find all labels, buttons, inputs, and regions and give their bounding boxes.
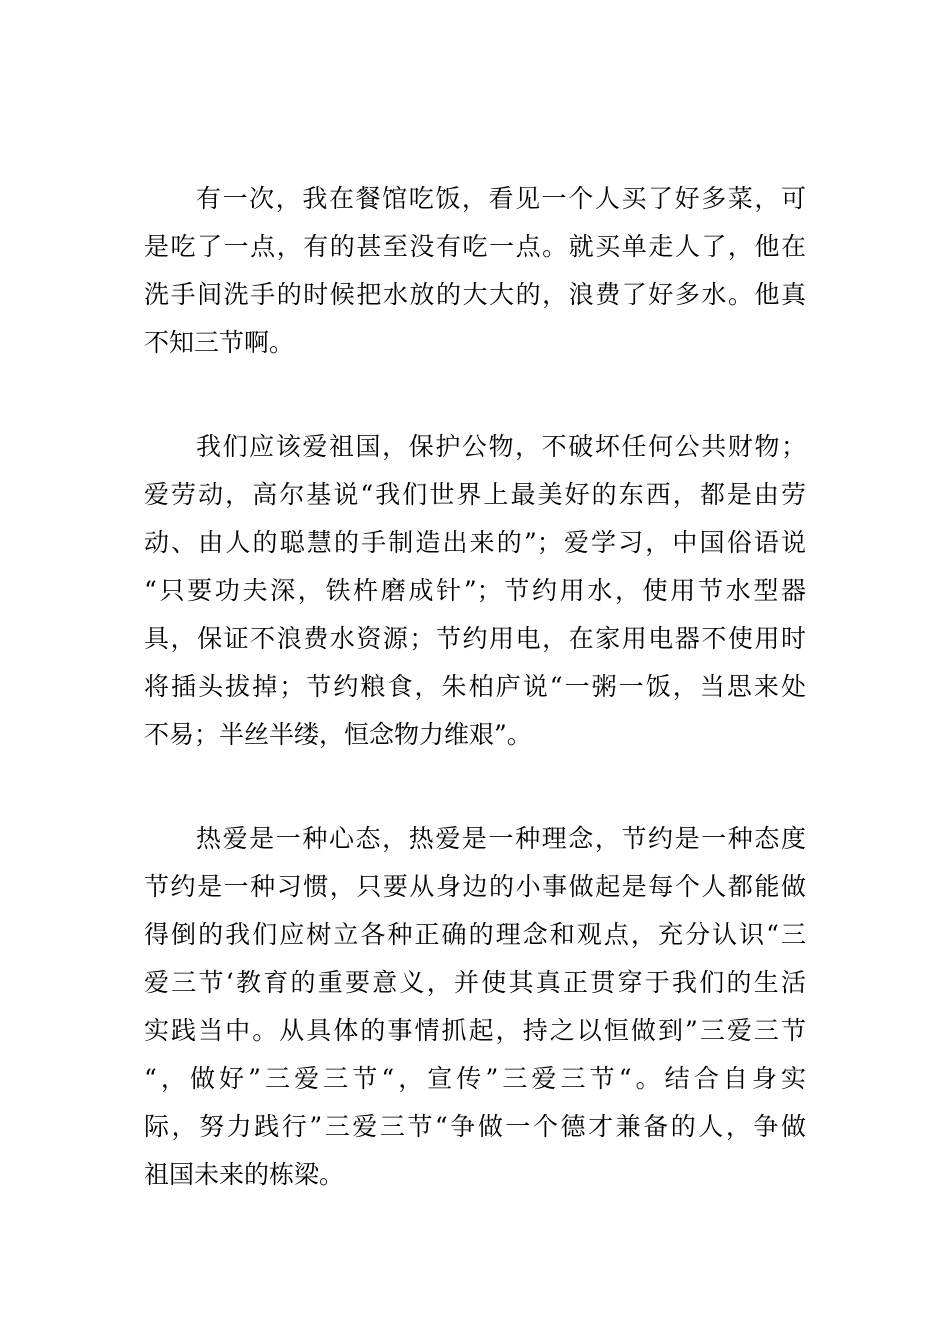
paragraph-line: 实践当中。从具体的事情抓起，持之以恒做到”三爱三节	[144, 1016, 806, 1045]
paragraph-line: 热爱是一种心态，热爱是一种理念，节约是一种态度	[196, 824, 806, 853]
paragraph-line: 我们应该爱祖国，保护公物，不破坏任何公共财物；	[196, 432, 806, 461]
paragraph-line: 有一次，我在餐馆吃饭，看见一个人买了好多菜，可	[196, 184, 806, 213]
paragraph-line: 将插头拔掉；节约粮食，朱柏庐说“一粥一饭，当思来处	[144, 672, 806, 701]
paragraph-line: 爱三节‘教育的重要意义，并使其真正贯穿于我们的生活	[144, 968, 806, 997]
paragraph-line: “，做好”三爱三节“，宣传”三爱三节“。结合自身实	[144, 1064, 806, 1093]
paragraph-1	[144, 175, 806, 367]
paragraph-line: 具，保证不浪费水资源；节约用电，在家用电器不使用时	[144, 624, 806, 653]
paragraph-line: 洗手间洗手的时候把水放的大大的，浪费了好多水。他真	[144, 280, 806, 309]
paragraph-line: 是吃了一点，有的甚至没有吃一点。就买单走人了，他在	[144, 232, 806, 261]
paragraph-2	[144, 423, 806, 759]
paragraph-line: 不知三节啊。	[144, 328, 295, 357]
paragraph-line: 祖国未来的栋梁。	[144, 1160, 345, 1189]
paragraph-line: 不易；半丝半缕，恒念物力维艰”。	[144, 720, 532, 749]
paragraph-line: 节约是一种习惯，只要从身边的小事做起是每个人都能做	[144, 872, 806, 901]
paragraph-line: 得倒的我们应树立各种正确的理念和观点，充分认识“三	[144, 920, 806, 949]
paragraph-line: “只要功夫深，铁杵磨成针”；节约用水，使用节水型器	[144, 576, 806, 605]
paragraph-line: 际，努力践行”三爱三节“争做一个德才兼备的人，争做	[144, 1112, 806, 1141]
paragraph-3	[144, 815, 806, 1199]
paragraph-line: 动、由人的聪慧的手制造出来的”；爱学习，中国俗语说	[144, 528, 806, 557]
paragraph-line: 爱劳动，高尔基说“我们世界上最美好的东西，都是由劳	[144, 480, 806, 509]
